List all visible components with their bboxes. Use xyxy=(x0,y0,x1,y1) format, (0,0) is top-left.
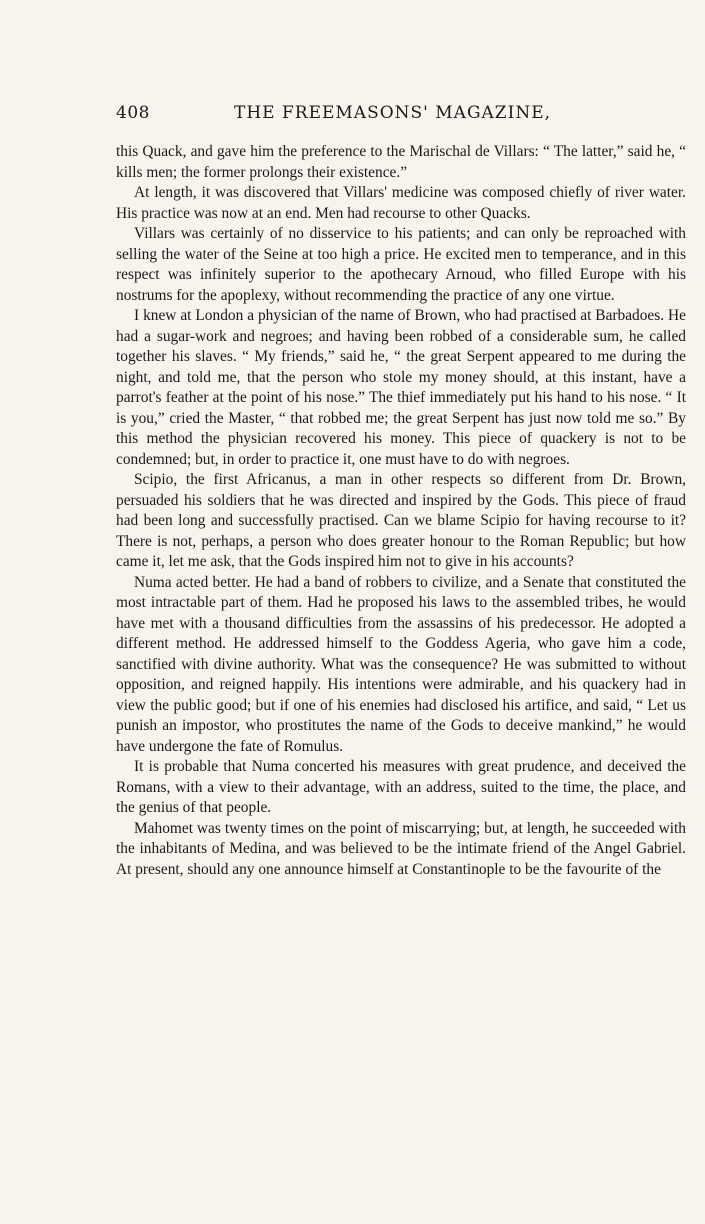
paragraph-dr-brown: I knew at London a physician of the name of Brown, who had practised at Barbadoes. He had a sugar-work and negroes; and having been robbed of a considerable sum, he called together his slaves. “ My friends,” said he, “ the great Serpent appeared to me during the night, and told me, that the person who stole my money should, at this instant, have a parrot's feather at the point of his nose.” The thief immediately put his hand to his nose. “ It is you,” cried the Master, “ that robbed me; the great Serpent has just now told me so.” By this method the physician recovered his money. This piece of quackery is not to be condemned; but, in order to practice it, one must have to do with negroes. xyxy=(116,307,686,468)
paragraph-scipio: Scipio, the first Africanus, a man in other respects so different from Dr. Brown, persuaded his soldiers that he was directed and inspired by the Gods. This piece of fraud had been long and successfully practised. Can we blame Scipio for having recourse to it? There is not, perhaps, a person who does greater honour to the Roman Republic; but how came it, let me ask, that the Gods inspired him not to give in his accounts? xyxy=(116,471,686,570)
paragraph-numa: Numa acted better. He had a band of robbers to civilize, and a Senate that constituted the most intractable part of them. Had he proposed his laws to the assembled tribes, he would have met with a thousand difficulties from the assassins of his predecessor. He adopted a different method. He addressed himself to the Goddess Ageria, who gave him a code, sanctified with divine authority. What was the consequence? He was submitted to without opposition, and reigned happily. His intentions were admirable, and his quackery had in view the public good; but if one of his enemies had disclosed his artifice, and said, “ Let us punish an impostor, who prostitutes the name of the Gods to deceive mankind,” he would have undergone the fate of Romulus. xyxy=(116,573,686,755)
paragraph-villars-quack: this Quack, and gave him the preference to the Marischal de Villars: “ The latter,” said he, “ kills men; the former prolongs their existence.” xyxy=(116,143,686,181)
paragraph-villars-temperance: Villars was certainly of no disservice to his patients; and can only be reproached with selling the water of the Seine at too high a price. He excited men to temperance, and in this respect was infinitely superior to the apothecary Arnoud, who filled Europe with his nostrums for the apoplexy, without recommending the practice of any one virtue. xyxy=(116,225,686,304)
page-number: 408 xyxy=(116,103,150,123)
running-title: THE FREEMASONS' MAGAZINE, xyxy=(234,103,552,123)
article-body xyxy=(116,142,686,880)
paragraph-numa-prudence: It is probable that Numa concerted his measures with great prudence, and deceived the Romans, with a view to their advantage, with an address, suited to the time, the place, and the genius of that people. xyxy=(116,758,686,816)
running-header xyxy=(116,103,682,127)
paragraph-river-water: At length, it was discovered that Villars' medicine was composed chiefly of river water. His practice was now at an end. Men had recourse to other Quacks. xyxy=(116,184,686,222)
paragraph-mahomet: Mahomet was twenty times on the point of miscarrying; but, at length, he succeeded with the inhabitants of Medina, and was believed to be the intimate friend of the Angel Gabriel. At present, should any one announce himself at Constantinople to be the favourite of the xyxy=(116,819,686,878)
